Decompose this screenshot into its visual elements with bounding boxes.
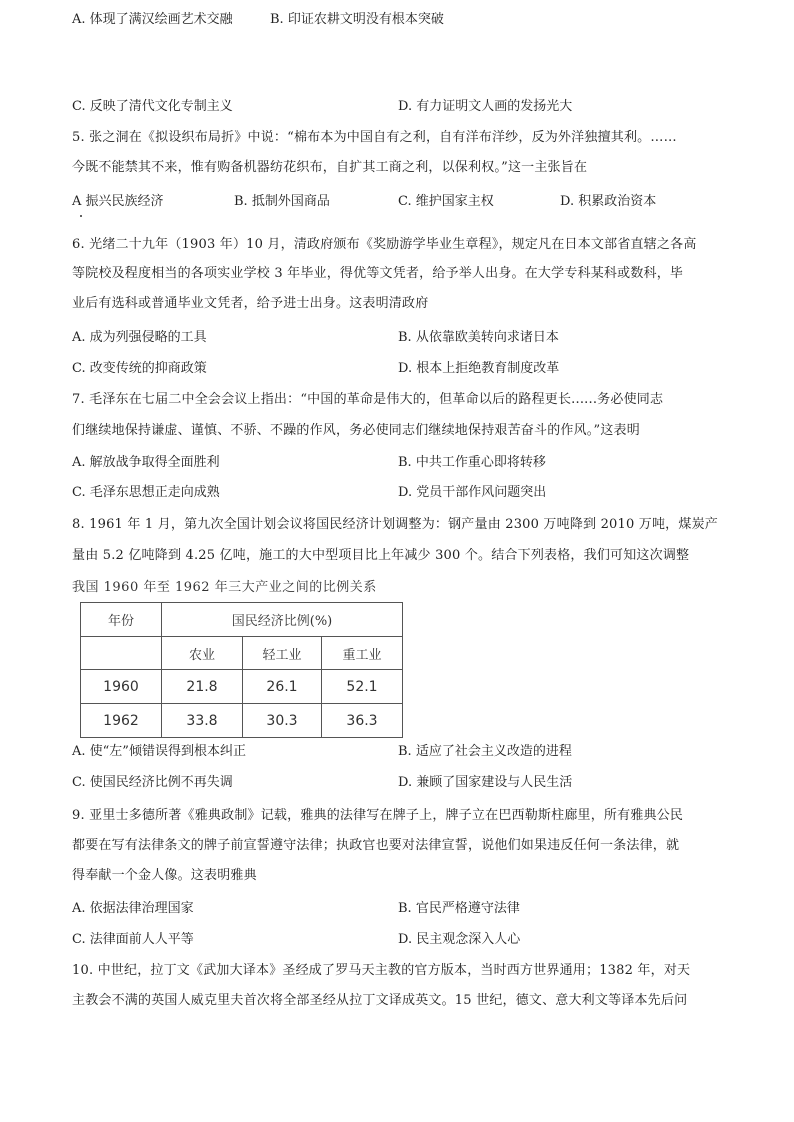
q6-option-a: A. 成为列强侵略的工具 xyxy=(72,330,207,345)
table-row xyxy=(81,704,403,738)
year-header: 年份 xyxy=(81,603,162,637)
q10-stem-line-1: 10. 中世纪，拉丁文《武加大译本》圣经成了罗马天主教的官方版本，当时西方世界通用；1382 年，对天 xyxy=(72,963,691,978)
q10-stem-line-2: 主教会不满的英国人威克里夫首次将全部圣经从拉丁文译成英文。15 世纪，德文、意大利文等译本先后问 xyxy=(72,993,688,1008)
q5-stem-line-2: 今既不能禁其不来，惟有购备机器纺花织布，自扩其工商之利，以保利权。”这一主张旨在 xyxy=(72,160,588,175)
q6-stem-line-2: 等院校及程度相当的各项实业学校 3 年毕业，得优等文凭者，给予举人出身。在大学专科某科或数科，毕 xyxy=(72,266,684,281)
year-cell: 1960 xyxy=(81,670,162,704)
table-row xyxy=(81,670,403,704)
group-header: 国民经济比例(%) xyxy=(162,603,403,637)
q9-stem-line-2: 都要在写有法律条文的牌子前宣誓遵守法律；执政官也要对法律宣誓，说他们如果违反任何一条法律，就 xyxy=(72,838,680,853)
q7-stem-line-1: 7. 毛泽东在七届二中全会会议上指出：“中国的革命是伟大的，但革命以后的路程更长......务必使同志 xyxy=(72,392,664,407)
q6-option-c: C. 改变传统的抑商政策 xyxy=(72,361,207,376)
q9-option-a: A. 依据法律治理国家 xyxy=(72,901,194,916)
q7-option-a: A. 解放战争取得全面胜利 xyxy=(72,455,220,470)
q4-option-a: A. 体现了满汉绘画艺术交融 xyxy=(72,12,233,27)
q7-stem-line-2: 们继续地保持谦虚、谨慎、不骄、不躁的作风，务必使同志们继续地保持艰苦奋斗的作风。”这表明 xyxy=(72,423,640,438)
value-cell: 33.8 xyxy=(162,704,243,738)
q5-option-a: A 振兴民族经济 xyxy=(72,194,164,209)
q6-stem-line-3: 业后有选科或普通毕业文凭者，给予进士出身。这表明清政府 xyxy=(72,296,429,311)
table-title: 我国 1960 年至 1962 年三大产业之间的比例关系 xyxy=(72,580,377,595)
q8-stem-line-1: 8. 1961 年 1 月，第九次全国计划会议将国民经济计划调整为：钢产量由 2300 万吨降到 2010 万吨，煤炭产 xyxy=(72,517,718,532)
q5-option-b: B. 抵制外国商品 xyxy=(234,194,330,209)
q8-option-d: D. 兼顾了国家建设与人民生活 xyxy=(398,775,573,790)
col-header-light-industry: 轻工业 xyxy=(243,637,322,670)
q9-option-c: C. 法律面前人人平等 xyxy=(72,932,194,947)
value-cell: 52.1 xyxy=(322,670,403,704)
q7-option-c: C. 毛泽东思想正走向成熟 xyxy=(72,485,220,500)
empty-cell xyxy=(81,637,162,670)
q6-option-d: D. 根本上拒绝教育制度改革 xyxy=(398,361,560,376)
value-cell: 30.3 xyxy=(243,704,322,738)
q8-option-c: C. 使国民经济比例不再失调 xyxy=(72,775,233,790)
q4-option-c: C. 反映了清代文化专制主义 xyxy=(72,99,233,114)
q7-option-b: B. 中共工作重心即将转移 xyxy=(398,455,546,470)
q9-stem-line-1: 9. 亚里士多德所著《雅典政制》记载，雅典的法律写在牌子上，牌子立在巴西勒斯柱廊里，所有雅典公民 xyxy=(72,808,684,823)
q4-option-b: B. 印证农耕文明没有根本突破 xyxy=(270,12,444,27)
q5-option-c: C. 维护国家主权 xyxy=(398,194,494,209)
q5-stem-line-1: 5. 张之洞在《拟设织布局折》中说：“棉布本为中国自有之利，自有洋布洋纱，反为外洋独擅其利。…… xyxy=(72,130,677,145)
q9-option-d: D. 民主观念深入人心 xyxy=(398,932,521,947)
q4-option-d: D. 有力证明文人画的发扬光大 xyxy=(398,99,573,114)
col-header-agriculture: 农业 xyxy=(162,637,243,670)
value-cell: 21.8 xyxy=(162,670,243,704)
q7-option-d: D. 党员干部作风问题突出 xyxy=(398,485,547,500)
col-header-heavy-industry: 重工业 xyxy=(322,637,403,670)
value-cell: 36.3 xyxy=(322,704,403,738)
q9-option-b: B. 官民严格遵守法律 xyxy=(398,901,520,916)
value-cell: 26.1 xyxy=(243,670,322,704)
q5-option-d: D. 积累政治资本 xyxy=(560,194,657,209)
q9-stem-line-3: 得奉献一个金人像。这表明雅典 xyxy=(72,868,257,883)
q8-stem-line-2: 量由 5.2 亿吨降到 4.25 亿吨，施工的大中型项目比上年减少 300 个。结合下列表格，我们可知这次调整 xyxy=(72,548,690,563)
q8-option-a: A. 使“左”倾错误得到根本纠正 xyxy=(72,744,246,759)
economy-ratio-table xyxy=(80,602,403,738)
year-cell: 1962 xyxy=(81,704,162,738)
q6-stem-line-1: 6. 光绪二十九年（1903 年）10 月，清政府颁布《奖励游学毕业生章程》，规定凡在日本文部省直辖之各高 xyxy=(72,237,697,252)
q8-option-b: B. 适应了社会主义改造的进程 xyxy=(398,744,572,759)
q6-option-b: B. 从依靠欧美转向求诸日本 xyxy=(398,330,559,345)
stray-mark xyxy=(80,215,82,217)
